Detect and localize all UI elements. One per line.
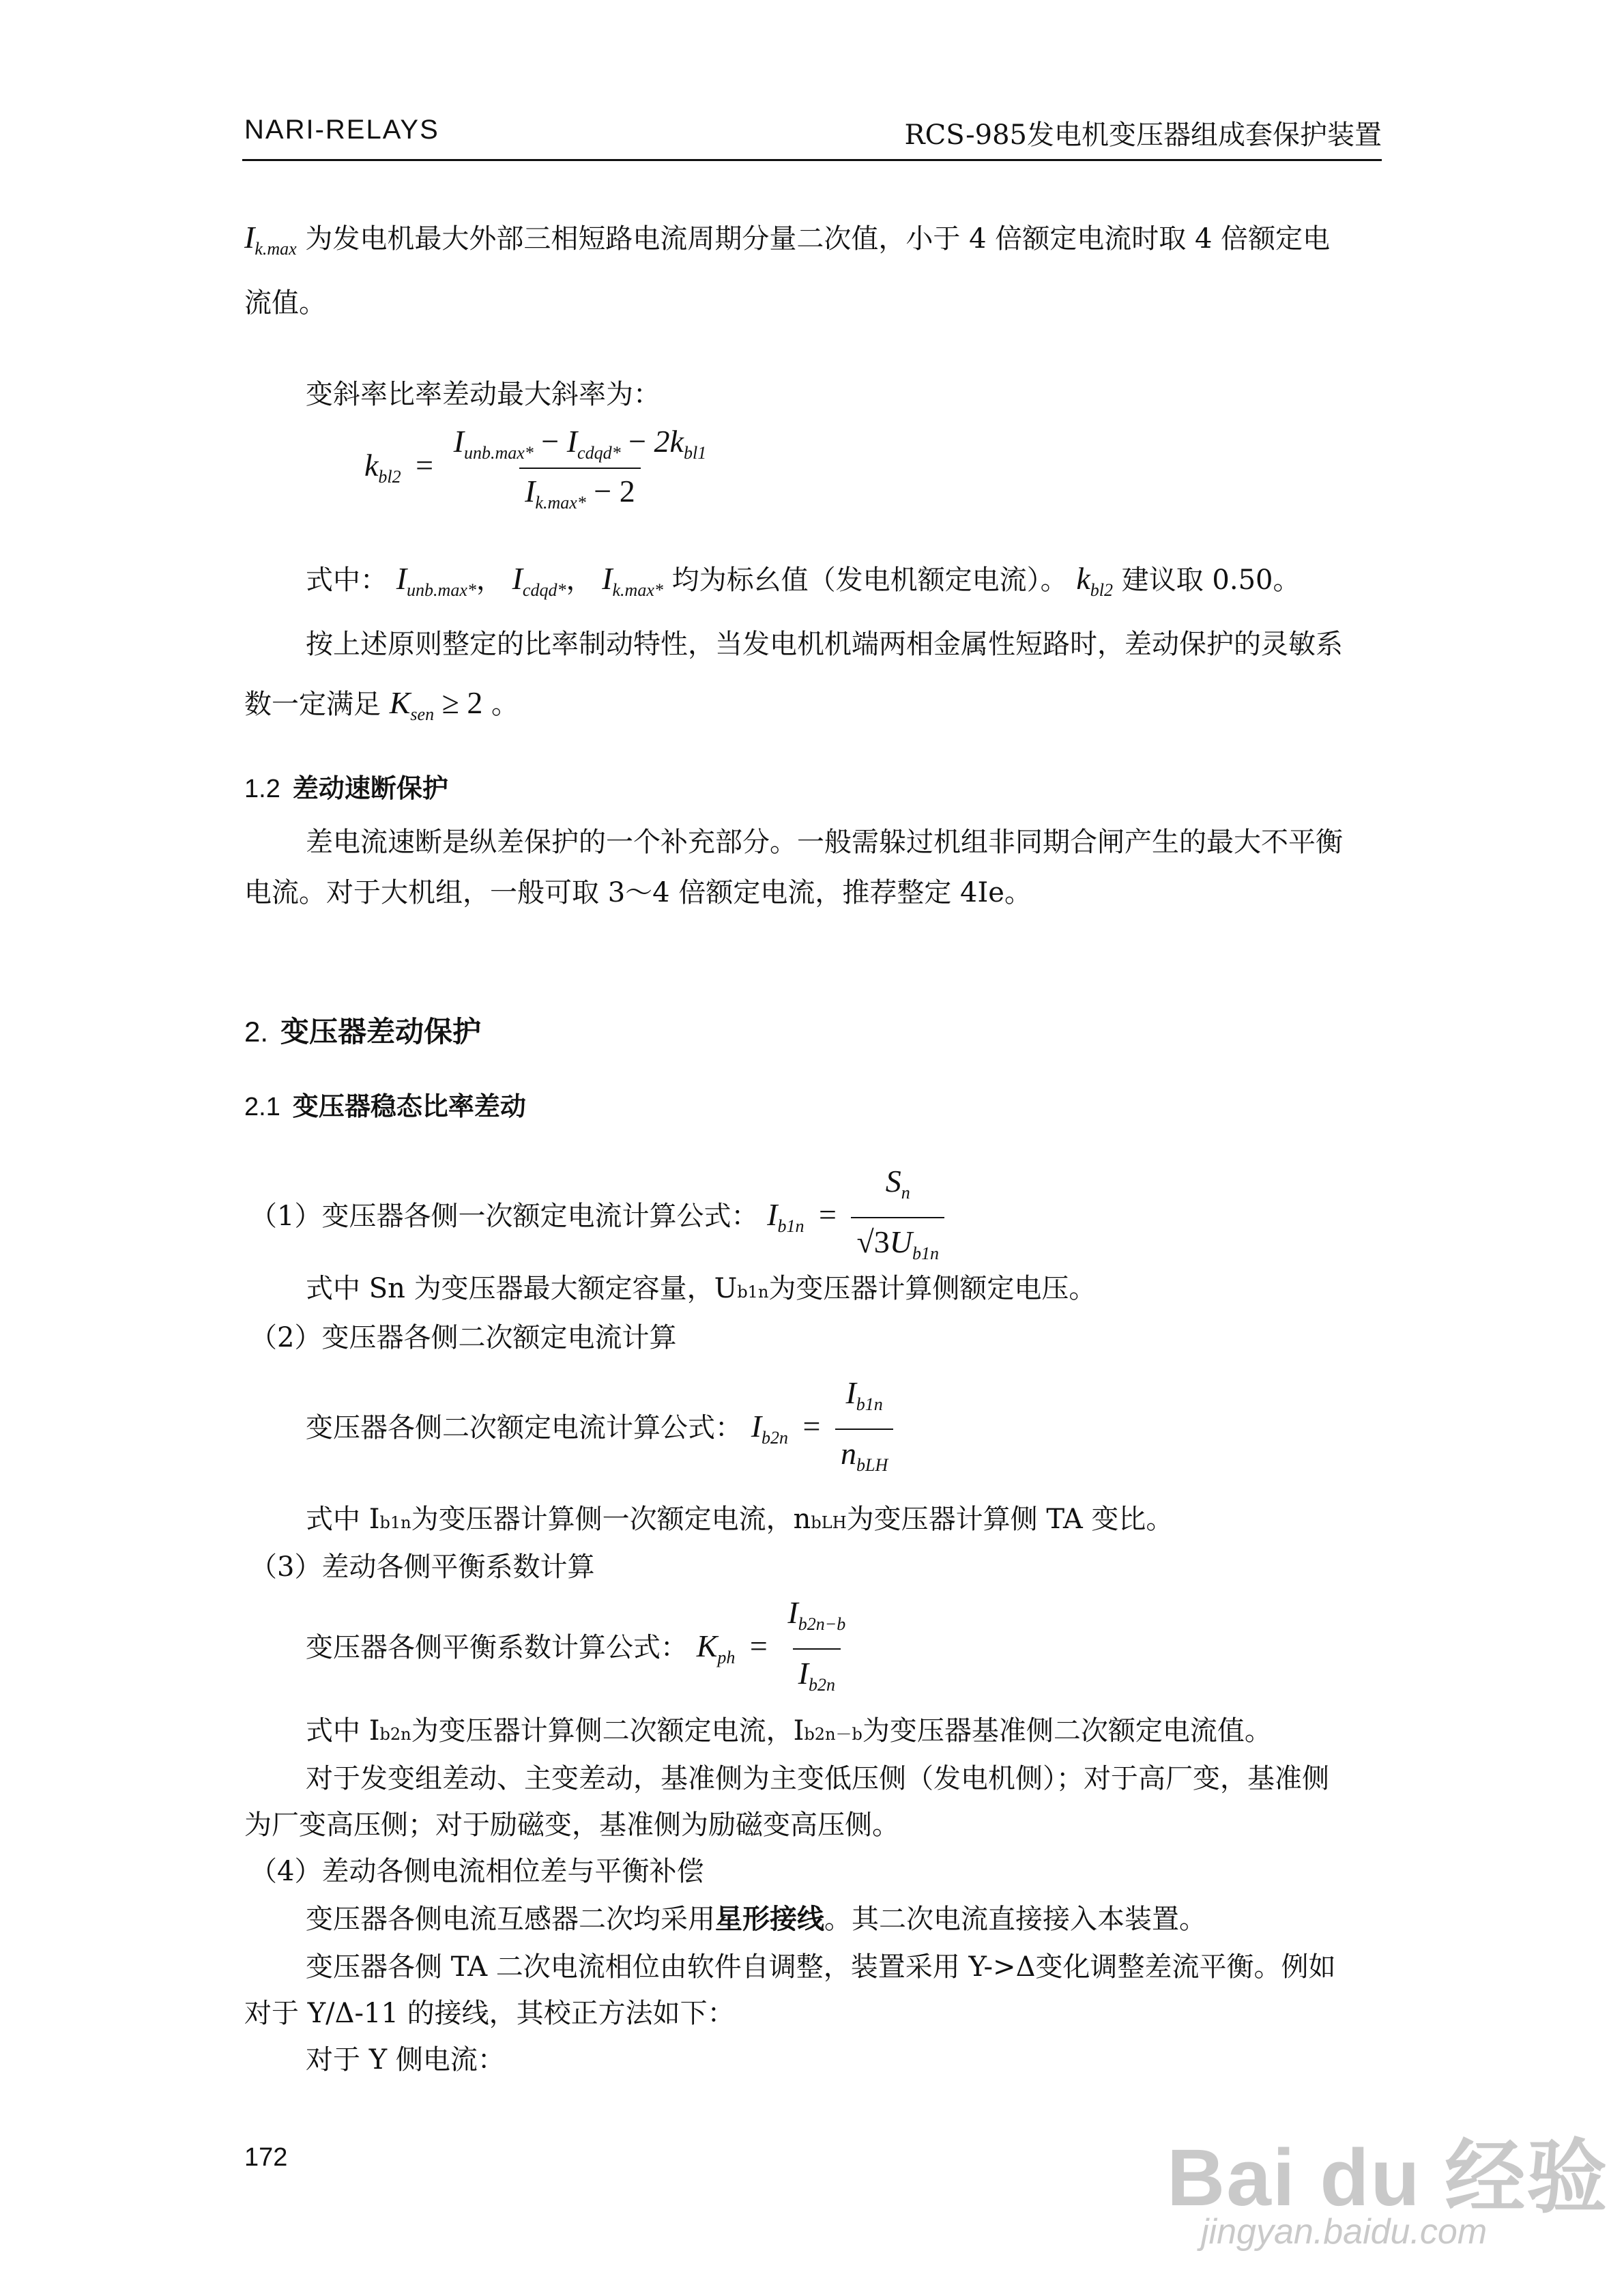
s12-para-line2: 电流。对于大机组，一般可取 3～4 倍额定电流，推荐整定 4Ie。 bbox=[244, 877, 1032, 908]
item3-note: 式中 Ib2n为变压器计算侧二次额定电流，Ib2n－b为变压器基准侧二次额定电流值。 bbox=[306, 1715, 1272, 1747]
item3-formula-line: 变压器各侧平衡系数计算公式： $K_{ph}$ = $\frac{I_{b2n-b}}{I_{b2n}}$ bbox=[306, 1593, 851, 1705]
item2-formula-line: 变压器各侧二次额定电流计算公式： $I_{b2n}$ = $\frac{I_{b1n}}{n_{bLH}}$ bbox=[306, 1373, 893, 1485]
item4-para1: 变压器各侧电流互感器二次均采用星形接线。其二次电流直接接入本装置。 bbox=[306, 1903, 1206, 1935]
section-1-2-heading: 1.2 差动速断保护 bbox=[244, 775, 448, 803]
section-2-heading: 2. 变压器差动保护 bbox=[244, 1016, 482, 1048]
item4-para2-line1: 变压器各侧 TA 二次电流相位由软件自调整，装置采用 Y->Δ变化调整差流平衡。例如 bbox=[306, 1951, 1336, 1983]
item4-para2-line2: 对于 Y/Δ-11 的接线，其校正方法如下： bbox=[244, 1998, 735, 2029]
where-line: 式中： $I_{unb.max*}$， $I_{cdqd*}$， $I_{k.max*}$ 均为标幺值（发电机额定电流）。 $k_{bl2}$ 建议取 0.50。 bbox=[306, 561, 1301, 601]
conclusion-line1: 按上述原则整定的比率制动特性，当发电机机端两相金属性短路时，差动保护的灵敏系 bbox=[306, 629, 1343, 660]
s12-para-line1: 差电流速断是纵差保护的一个补充部分。一般需躲过机组非同期合闸产生的最大不平衡 bbox=[306, 827, 1343, 858]
watermark-brand: Bai du 经验 bbox=[1167, 2133, 1609, 2223]
item3-para-line1: 对于发变组差动、主变差动，基准侧为主变低压侧（发电机侧）；对于高厂变，基准侧 bbox=[306, 1763, 1329, 1794]
item4-para3: 对于 Y 侧电流： bbox=[306, 2044, 505, 2076]
ikmax-desc-line2: 流值。 bbox=[244, 287, 326, 319]
item2-heading: （2）变压器各侧二次额定电流计算 bbox=[250, 1322, 677, 1353]
ikmax-desc-line1: $I_{k.max}$ 为发电机最大外部三相短路电流周期分量二次值，小于 4 倍额定电流时取 4 倍额定电 bbox=[244, 220, 1331, 259]
page-number: 172 bbox=[244, 2143, 288, 2172]
conclusion-line2: 数一定满足 $K_{sen} \ge 2$ 。 bbox=[244, 685, 519, 725]
item3-heading: （3）差动各侧平衡系数计算 bbox=[250, 1551, 595, 1583]
item4-heading: （4）差动各侧电流相位差与平衡补偿 bbox=[250, 1856, 704, 1887]
item2-note: 式中 Ib1n为变压器计算侧一次额定电流，nbLH为变压器计算侧 TA 变比。 bbox=[306, 1504, 1174, 1535]
kbl2-intro: 变斜率比率差动最大斜率为： bbox=[306, 379, 661, 410]
item1-note: 式中 Sn 为变压器最大额定容量，Ub1n为变压器计算侧额定电压。 bbox=[306, 1273, 1097, 1304]
header-rule bbox=[242, 159, 1382, 161]
item3-para-line2: 为厂变高压侧；对于励磁变，基准侧为励磁变高压侧。 bbox=[244, 1809, 899, 1841]
section-2-1-heading: 2.1 变压器稳态比率差动 bbox=[244, 1093, 526, 1121]
header-left: NARI-RELAYS bbox=[244, 115, 439, 145]
item1-line: （1）变压器各侧一次额定电流计算公式： $I_{b1n}$ = $\frac{S_n}{√3U_{b1n}}$ bbox=[250, 1162, 944, 1274]
watermark-url: jingyan.baidu.com bbox=[1201, 2212, 1488, 2252]
header-right: RCS-985发电机变压器组成套保护装置 bbox=[904, 119, 1382, 151]
kbl2-formula: $k_{bl2}$ = $\frac{I_{unb.max*} - I_{cdqd*} - 2k_{bl1}}{I_{k.max*} - 2}$ bbox=[364, 424, 707, 513]
